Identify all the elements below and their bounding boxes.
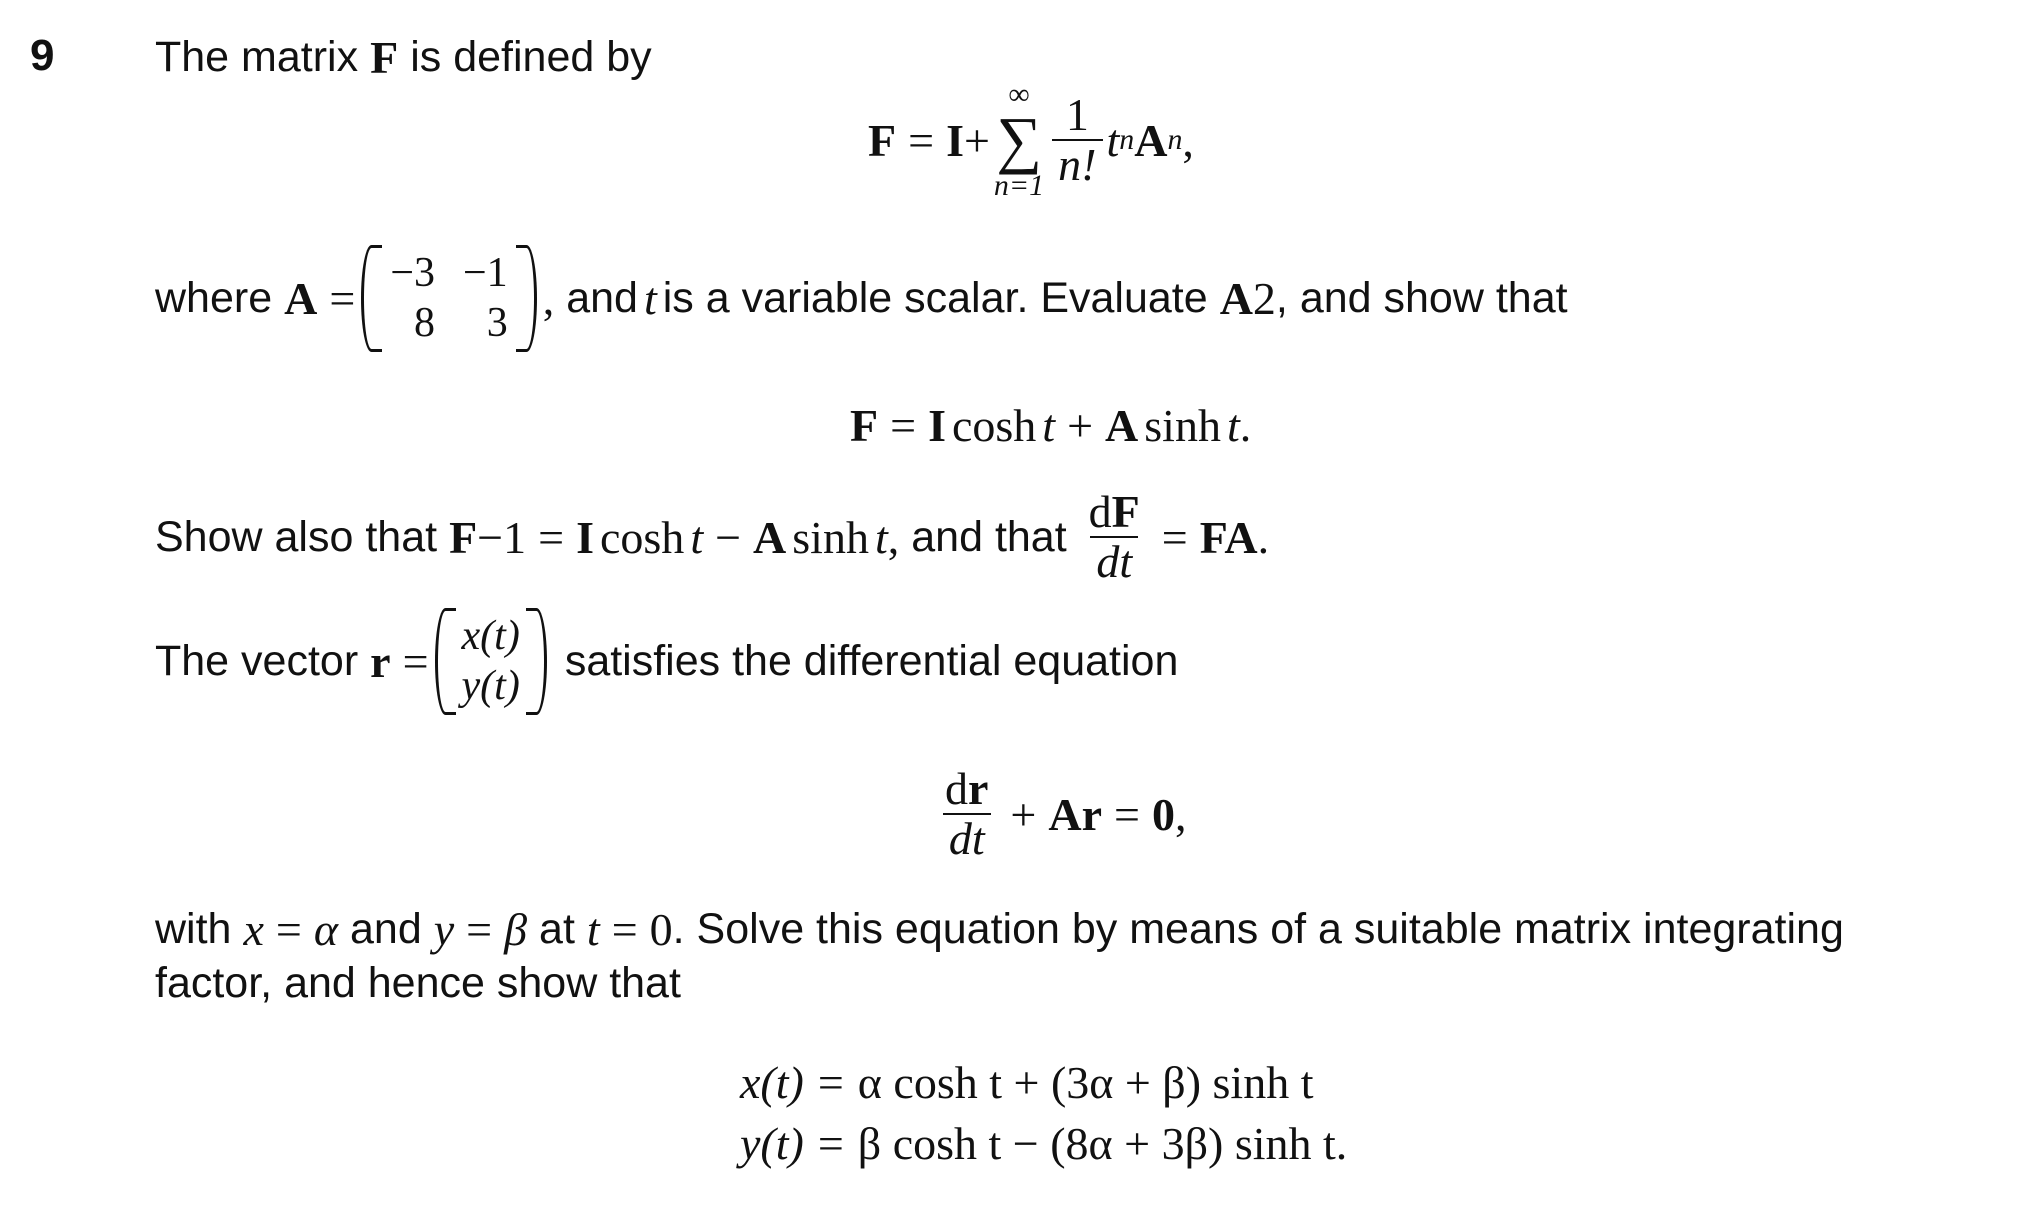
matrix-A-a22: 3	[486, 300, 508, 347]
eq3-equals: =	[1114, 788, 1140, 840]
final-y-rhs: β cosh t − (8α + 3β) sinh t.	[857, 1118, 1348, 1170]
eq1-t: t	[1106, 114, 1120, 166]
dr-d: d	[945, 763, 968, 814]
equation-definition-F: F = I + ∞ ∑ n=1 $\frac{1}{n!}$ t n A n ,	[868, 78, 1194, 202]
sigma-symbol: ∑	[996, 104, 1042, 175]
final-x-rhs: α cosh t + (3α + β) sinh t	[857, 1057, 1314, 1108]
show-minus: −	[715, 511, 742, 563]
dF-den: dt	[1090, 536, 1138, 586]
with-alpha: α	[313, 904, 338, 955]
where-A2: A	[1219, 272, 1253, 324]
vector-equals: =	[402, 635, 429, 687]
with-line-2: factor, and hence show that	[155, 959, 681, 1007]
eq1-A: A	[1134, 114, 1168, 166]
eq3-Ar: Ar	[1048, 788, 1103, 840]
show-comma: ,	[887, 511, 900, 563]
show-period: .	[1257, 511, 1270, 563]
vector-r: r	[370, 635, 391, 687]
eq2-A: A	[1105, 400, 1139, 451]
with-beta: β	[504, 904, 528, 955]
show-also-line	[155, 488, 1269, 587]
with-text: with	[155, 904, 232, 953]
show-and-that: and that	[911, 512, 1067, 561]
where-text: where	[155, 273, 273, 322]
where-scalar-text: is a variable scalar. Evaluate	[662, 273, 1208, 322]
show-A: A	[753, 511, 787, 563]
vector-x-entry: x(t)	[461, 613, 520, 659]
eq3-zero: 0	[1151, 788, 1175, 840]
show-I: I	[576, 511, 594, 563]
with-and: and	[350, 904, 422, 953]
frac-num: 1	[1065, 89, 1089, 141]
final-y-lhs: y(t)	[740, 1118, 804, 1170]
where-show-text: , and show that	[1275, 273, 1568, 322]
where-and: and	[566, 273, 638, 322]
with-eq2: =	[466, 904, 493, 955]
with-line	[155, 902, 1844, 957]
show-t2: t	[874, 511, 888, 563]
vector-text: The vector	[155, 636, 359, 685]
where-A: A	[284, 272, 318, 324]
eq1-comma: ,	[1182, 114, 1194, 166]
eq1-equals: =	[908, 114, 935, 166]
with-eq3: =	[611, 904, 638, 955]
matrix-A-a12: −1	[463, 250, 508, 296]
with-zero: 0	[649, 904, 673, 955]
vector-line	[155, 608, 1178, 715]
show-sinh: sinh	[792, 511, 869, 563]
eq3-plus: +	[1010, 788, 1037, 840]
matrix-A-a21: 8	[414, 300, 435, 347]
eq2-sinh: sinh	[1144, 400, 1221, 451]
eq1-I: I	[946, 114, 964, 166]
eq2-t1: t	[1042, 400, 1056, 451]
show-t1: t	[690, 511, 704, 563]
final-x-eq: =	[817, 1057, 844, 1108]
eq2-plus: +	[1067, 400, 1094, 451]
where-comma: ,	[542, 272, 555, 324]
eq2-I: I	[928, 400, 946, 451]
show-cosh: cosh	[599, 511, 685, 563]
differential-equation	[935, 765, 1186, 864]
show-equals: =	[538, 511, 565, 563]
matrix-F-symbol: F	[370, 32, 399, 83]
vector-y-entry: y(t)	[461, 663, 520, 710]
where-equals: =	[329, 272, 356, 324]
eq1-F: F	[868, 114, 897, 166]
eq2-F: F	[850, 400, 879, 451]
with-x: x	[243, 904, 264, 955]
with-eq1: =	[275, 904, 302, 955]
eq1-plus: +	[963, 114, 990, 166]
summation	[994, 80, 1044, 201]
with-at: at	[539, 904, 575, 953]
show-equals2: =	[1161, 511, 1188, 563]
question-number: 9	[30, 31, 55, 80]
final-x-lhs: x(t)	[740, 1057, 804, 1108]
final-y-eq: =	[817, 1118, 844, 1170]
eq2-cosh: cosh	[951, 400, 1037, 451]
frac-den: n!	[1052, 139, 1102, 189]
where-line	[155, 245, 1568, 352]
vector-tail-text: satisfies the differential equation	[564, 636, 1179, 685]
equation-F-cosh-sinh	[850, 398, 1251, 453]
dr-r: r	[968, 763, 989, 814]
where-exp2: 2	[1252, 272, 1276, 324]
sum-upper-limit: ∞	[1008, 78, 1030, 111]
dF-d: d	[1088, 486, 1112, 537]
show-F: F	[449, 511, 478, 563]
intro-line	[155, 30, 652, 85]
show-F-exp: −1	[477, 511, 527, 563]
final-equations	[740, 1055, 1347, 1171]
eq2-equals: =	[890, 400, 917, 451]
matrix-A	[361, 245, 536, 352]
fraction-dF-dt	[1083, 488, 1146, 587]
vector-r-column	[435, 608, 547, 715]
show-also-text: Show also that	[155, 512, 438, 561]
matrix-A-a11: −3	[390, 250, 435, 296]
with-y: y	[433, 904, 455, 955]
with-rest: . Solve this equation by means of a suitable matrix integrating	[672, 904, 1844, 953]
fraction-dr-dt	[939, 765, 994, 864]
dF-F: F	[1111, 486, 1140, 537]
sum-lower-limit: n=1	[993, 168, 1045, 202]
eq3-comma: ,	[1174, 788, 1187, 840]
with-t: t	[586, 904, 600, 955]
fraction-1-over-nfact	[1052, 91, 1102, 190]
show-FA: FA	[1199, 511, 1258, 563]
eq2-t2: t	[1226, 400, 1240, 451]
eq2-period: .	[1239, 400, 1252, 451]
dr-den: dt	[943, 813, 991, 863]
intro-text: The matrix	[155, 32, 359, 81]
where-t: t	[643, 272, 657, 324]
intro-tail: is defined by	[410, 32, 652, 81]
